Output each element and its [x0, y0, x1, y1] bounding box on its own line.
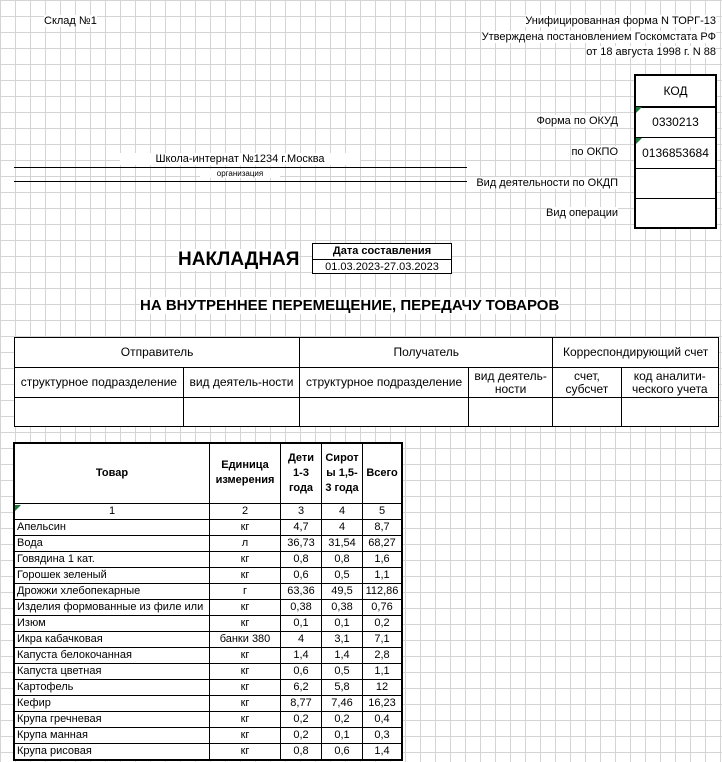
orphans-cell[interactable]: 49,5	[322, 583, 363, 599]
kids-cell[interactable]: 0,8	[281, 743, 322, 760]
receiver-header: Получатель	[300, 338, 553, 368]
form-line-3: от 18 августа 1998 г. N 88	[586, 46, 716, 58]
product-cell[interactable]: Апельсин	[14, 519, 210, 535]
total-cell[interactable]: 0,4	[363, 711, 403, 727]
kids-cell[interactable]: 4	[281, 631, 322, 647]
document-subtitle: НА ВНУТРЕННЕЕ ПЕРЕМЕЩЕНИЕ, ПЕРЕДАЧУ ТОВАРОВ	[140, 297, 560, 314]
col-number: 4	[322, 503, 363, 519]
unit-cell[interactable]: кг	[210, 663, 281, 679]
kids-cell[interactable]: 36,73	[281, 535, 322, 551]
orphans-cell[interactable]: 3,1	[322, 631, 363, 647]
total-cell[interactable]: 7,1	[363, 631, 403, 647]
orphans-cell[interactable]: 0,1	[322, 615, 363, 631]
total-cell[interactable]: 112,86	[363, 583, 403, 599]
kids-cell[interactable]: 8,77	[281, 695, 322, 711]
orphans-cell[interactable]: 7,46	[322, 695, 363, 711]
account-value[interactable]	[553, 398, 621, 427]
col-number: 5	[363, 503, 403, 519]
unit-cell[interactable]: кг	[210, 599, 281, 615]
corr-header: Корреспондирующий счет	[553, 338, 719, 368]
kids-cell[interactable]: 6,2	[281, 679, 322, 695]
product-cell[interactable]: Крупа рисовая	[14, 743, 210, 760]
table-row	[14, 679, 402, 695]
kids-cell[interactable]: 0,2	[281, 711, 322, 727]
orphans-cell[interactable]: 0,38	[322, 599, 363, 615]
orphans-header: Сирот ы 1,5-3 года	[322, 443, 363, 503]
total-cell[interactable]: 0,3	[363, 727, 403, 743]
unit-cell[interactable]: кг	[210, 711, 281, 727]
product-cell[interactable]: Горошек зеленый	[14, 567, 210, 583]
okpo-value[interactable]: 0136853684	[642, 146, 709, 160]
sender-activity: вид деятель-ности	[183, 368, 299, 398]
product-cell[interactable]: Капуста белокочанная	[14, 647, 210, 663]
product-cell[interactable]: Икра кабачковая	[14, 631, 210, 647]
kids-cell[interactable]: 63,36	[281, 583, 322, 599]
table-row	[14, 663, 402, 679]
unit-cell[interactable]: банки 380	[210, 631, 281, 647]
kids-cell[interactable]: 4,7	[281, 519, 322, 535]
operation-label: Вид операции	[546, 207, 618, 219]
total-cell[interactable]: 1,1	[363, 567, 403, 583]
receiver-unit: структурное подразделение	[300, 368, 469, 398]
product-cell[interactable]: Кефир	[14, 695, 210, 711]
unit-cell[interactable]: кг	[210, 647, 281, 663]
table-row	[14, 695, 402, 711]
document-title: НАКЛАДНАЯ	[178, 249, 300, 270]
table-row	[14, 631, 402, 647]
unit-cell[interactable]: л	[210, 535, 281, 551]
table-row	[14, 599, 402, 615]
receiver-activity-value[interactable]	[468, 398, 552, 427]
product-cell[interactable]: Картофель	[14, 679, 210, 695]
total-cell[interactable]: 68,27	[363, 535, 403, 551]
okdp-label: Вид деятельности по ОКДП	[476, 177, 618, 189]
product-cell[interactable]: Говядина 1 кат.	[14, 551, 210, 567]
total-cell[interactable]: 0,76	[363, 599, 403, 615]
table-row	[14, 551, 402, 567]
product-cell[interactable]: Изделия формованные из филе или	[14, 599, 210, 615]
sender-activity-value[interactable]	[183, 398, 299, 427]
table-row	[14, 711, 402, 727]
kids-cell[interactable]: 0,6	[281, 663, 322, 679]
table-row	[14, 743, 402, 760]
table-row	[14, 615, 402, 631]
unit-header: Единица измерения	[210, 443, 281, 503]
table-row	[14, 583, 402, 599]
receiver-unit-value[interactable]	[300, 398, 469, 427]
organization-caption: организация	[200, 169, 280, 178]
unit-cell[interactable]: кг	[210, 551, 281, 567]
unit-cell[interactable]: кг	[210, 679, 281, 695]
okud-label: Форма по ОКУД	[536, 115, 618, 127]
orphans-cell[interactable]: 4	[322, 519, 363, 535]
product-cell[interactable]: Вода	[14, 535, 210, 551]
orphans-cell[interactable]: 0,5	[322, 663, 363, 679]
kids-cell[interactable]: 0,38	[281, 599, 322, 615]
account: счет, субсчет	[553, 368, 621, 398]
total-cell[interactable]: 16,23	[363, 695, 403, 711]
okpo-label: по ОКПО	[571, 146, 618, 158]
analytic-value[interactable]	[621, 398, 718, 427]
date-box	[312, 243, 452, 274]
unit-cell[interactable]: кг	[210, 615, 281, 631]
parties-table	[14, 337, 719, 427]
code-block	[634, 74, 717, 229]
unit-cell[interactable]: г	[210, 583, 281, 599]
unit-cell[interactable]: кг	[210, 727, 281, 743]
total-header: Всего	[363, 443, 403, 503]
sender-header: Отправитель	[15, 338, 300, 368]
col-number: 2	[210, 503, 281, 519]
date-value: 01.03.2023-27.03.2023	[325, 261, 439, 273]
receiver-activity: вид деятель-ности	[468, 368, 552, 398]
product-header: Товар	[14, 443, 210, 503]
product-cell[interactable]: Капуста цветная	[14, 663, 210, 679]
kids-cell[interactable]: 0,6	[281, 567, 322, 583]
unit-cell[interactable]: кг	[210, 695, 281, 711]
product-cell[interactable]: Крупа гречневая	[14, 711, 210, 727]
date-label: Дата составления	[332, 245, 432, 257]
table-row	[14, 567, 402, 583]
total-cell[interactable]: 0,2	[363, 615, 403, 631]
product-cell[interactable]: Крупа манная	[14, 727, 210, 743]
kids-cell[interactable]: 0,2	[281, 727, 322, 743]
orphans-cell[interactable]: 1,4	[322, 647, 363, 663]
form-line-1: Унифицированная форма N ТОРГ-13	[525, 15, 716, 27]
code-title: КОД	[663, 84, 688, 98]
kids-cell[interactable]: 1,4	[281, 647, 322, 663]
total-cell[interactable]: 1,6	[363, 551, 403, 567]
warehouse-label: Склад №1	[44, 15, 97, 27]
orphans-cell[interactable]: 0,8	[322, 551, 363, 567]
sender-unit: структурное подразделение	[15, 368, 184, 398]
total-cell[interactable]: 8,7	[363, 519, 403, 535]
table-row	[14, 727, 402, 743]
total-cell[interactable]: 1,1	[363, 663, 403, 679]
kids-header: Дети 1-3 года	[281, 443, 322, 503]
total-cell[interactable]: 12	[363, 679, 403, 695]
sender-unit-value[interactable]	[15, 398, 184, 427]
product-cell[interactable]: Изюм	[14, 615, 210, 631]
unit-cell[interactable]: кг	[210, 567, 281, 583]
goods-table	[13, 442, 403, 761]
unit-cell[interactable]: кг	[210, 743, 281, 760]
orphans-cell[interactable]: 0,5	[322, 567, 363, 583]
table-row	[14, 519, 402, 535]
product-cell[interactable]: Дрожжи хлебопекарные	[14, 583, 210, 599]
total-cell[interactable]: 1,4	[363, 743, 403, 760]
table-row	[14, 647, 402, 663]
okud-value[interactable]: 0330213	[652, 115, 699, 129]
kids-cell[interactable]: 0,8	[281, 551, 322, 567]
organization-name: Школа-интернат №1234 г.Москва	[120, 153, 360, 165]
orphans-cell[interactable]: 0,6	[322, 743, 363, 760]
orphans-cell[interactable]: 31,54	[322, 535, 363, 551]
unit-cell[interactable]: кг	[210, 519, 281, 535]
kids-cell[interactable]: 0,1	[281, 615, 322, 631]
orphans-cell[interactable]: 5,8	[322, 679, 363, 695]
col-number: 3	[281, 503, 322, 519]
analytic-code: код аналити-ческого учета	[621, 368, 718, 398]
form-line-2: Утверждена постановлением Госкомстата РФ	[481, 31, 716, 43]
col-number: 1	[14, 503, 210, 519]
total-cell[interactable]: 2,8	[363, 647, 403, 663]
orphans-cell[interactable]: 0,2	[322, 711, 363, 727]
table-row	[14, 535, 402, 551]
orphans-cell[interactable]: 0,1	[322, 727, 363, 743]
